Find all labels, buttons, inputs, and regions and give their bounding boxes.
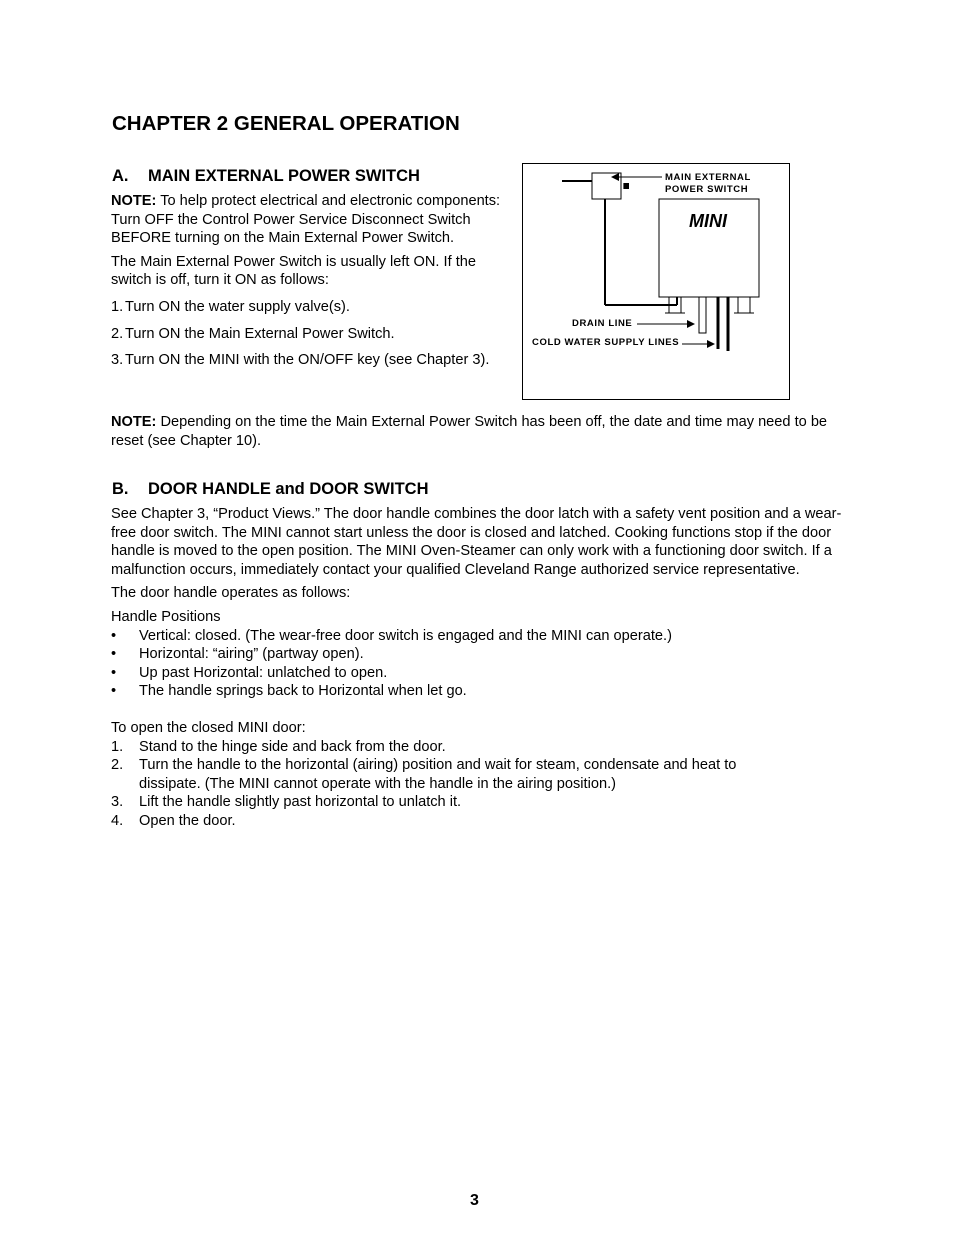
water-lines-label: COLD WATER SUPPLY LINES [532,337,680,348]
open-step-2-text: Turn the handle to the horizontal (airing) position and wait for steam, condensate and heat to dissipate. (The MINI cannot operate with the handle in the airing position.) [139,757,737,792]
list-item [111,756,801,793]
bullet-text-3: Up past Horizontal: unlatched to open. [139,664,388,681]
list-item: • Horizontal: “airing” (partway open). [111,645,846,664]
note-1 [111,192,509,248]
bullet-text-4: The handle springs back to Horizontal when let go. [139,683,467,700]
section-b-body [111,505,846,831]
drain-line-label: DRAIN LINE [572,318,633,329]
step-1-num: 1. [111,298,124,315]
section-a-heading [112,166,420,186]
section-a-title: MAIN EXTERNAL POWER SWITCH [148,167,420,185]
section-a-paragraph: The Main External Power Switch is usually left ON. If the switch is off, turn it ON as follows: [111,253,476,289]
step-2-text: Turn ON the Main External Power Switch. [125,325,395,342]
section-b-title: DOOR HANDLE and DOOR SWITCH [148,480,429,498]
section-b-heading [112,479,429,499]
open-step-1-text: Stand to the hinge side and back from the door. [139,738,446,755]
note-1-label: NOTE: [111,193,157,209]
step-3-text: Turn ON the MINI with the ON/OFF key (see Chapter 3). [125,352,490,369]
list-item: • Vertical: closed. (The wear-free door switch is engaged and the MINI can operate.) [111,627,846,646]
section-a-body [111,192,509,370]
page-number: 3 [470,1192,479,1209]
note-2 [111,413,846,450]
power-switch-diagram [522,163,790,400]
handle-positions-list [111,627,846,701]
open-door-label: To open the closed MINI door: [111,719,306,736]
list-item [111,812,846,831]
list-item: • Up past Horizontal: unlatched to open. [111,664,846,683]
open-step-4-num: 4. [111,812,124,829]
bullet-text-1: Vertical: closed. (The wear-free door switch is engaged and the MINI can operate.) [139,627,672,644]
step-2-num: 2. [111,325,124,342]
open-step-1-num: 1. [111,738,124,755]
chapter-title: CHAPTER 2 GENERAL OPERATION [112,112,460,135]
section-a-letter: A. [112,167,129,185]
section-b-paragraph-1: See Chapter 3, “Product Views.” The door handle combines the door latch with a safety vent position and a wear-free door switch. The MINI cannot start unless the door is closed and latched. Cooking functions stop if the door handle is moved to the open position. The MINI Oven-Steamer can only work with a functioning door switch. If a malfunction occurs, immediately contact your qualified Cleveland Range authorized service representative. [111,506,842,578]
note-2-text: Depending on the time the Main External Power Switch has been off, the date and time may need to be reset (see Chapter 10). [111,414,828,449]
open-step-3-text: Lift the handle slightly past horizontal to unlatch it. [139,794,462,811]
step-3 [111,351,497,370]
section-b-paragraph-2: The door handle operates as follows: [111,585,351,602]
mini-label: MINI [689,211,727,231]
list-item [111,738,846,757]
switch-label-line-1: MAIN EXTERNAL [665,172,751,183]
open-step-3-num: 3. [111,794,124,811]
section-b-letter: B. [112,480,129,498]
handle-positions-label: Handle Positions [111,608,221,625]
bullet-text-2: Horizontal: “airing” (partway open). [139,646,364,663]
drain-pipe [699,297,706,333]
note-2-label: NOTE: [111,414,157,430]
step-3-num: 3. [111,352,124,369]
step-1 [111,298,509,317]
open-door-steps [111,738,846,831]
note-1-text: To help protect electrical and electronic components: Turn OFF the Control Power Service Disconnect Switch BEFORE turning on the Main External Power Switch. [111,193,501,247]
switch-label-line-2: POWER SWITCH [665,184,749,195]
diagram-svg [522,163,790,400]
list-item [111,793,846,812]
switch-handle-icon [624,183,629,189]
step-1-text: Turn ON the water supply valve(s). [125,298,350,315]
switch-label [665,172,751,196]
step-2 [111,325,509,344]
open-step-4-text: Open the door. [139,812,236,829]
list-item: • The handle springs back to Horizontal when let go. [111,682,846,701]
open-step-2-num: 2. [111,757,124,774]
